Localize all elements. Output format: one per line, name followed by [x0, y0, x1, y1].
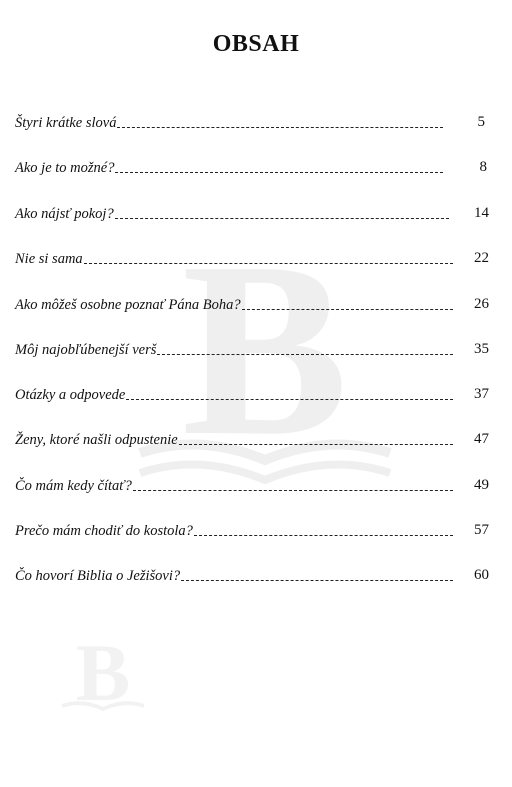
toc-entry-page: 47: [474, 431, 489, 447]
toc-entry-page: 35: [474, 341, 489, 357]
toc-leader-dots: [115, 218, 449, 219]
toc-entry-page: 5: [477, 114, 485, 130]
toc-leader-dots: [133, 490, 453, 491]
page-title: OBSAH: [212, 31, 300, 57]
toc-entry: [15, 473, 489, 495]
toc-entry-title: Prečo mám chodiť do kostola?: [15, 523, 193, 539]
toc-leader-dots: [117, 127, 443, 128]
toc-entry-title: Môj najobľúbenejší verš: [15, 342, 157, 358]
toc-entry: [15, 427, 489, 449]
toc-entry-title: Čo hovorí Biblia o Ježišovi?: [15, 568, 181, 584]
toc-entry: [15, 337, 489, 359]
toc-entry: [15, 563, 489, 585]
toc-entry: [15, 518, 489, 540]
toc-entry: [15, 201, 489, 223]
toc-entry-page: 22: [474, 250, 489, 266]
toc-entry-page: 60: [474, 567, 489, 583]
toc-entry-title: Ako môžeš osobne poznať Pána Boha?: [15, 297, 241, 313]
toc-leader-dots: [194, 535, 453, 536]
toc-entry-title: Ako nájsť pokoj?: [15, 206, 114, 222]
toc-leader-dots: [179, 444, 453, 445]
toc-entry-page: 26: [474, 296, 489, 312]
watermark-letter: B: [181, 228, 349, 488]
toc-leader-dots: [115, 172, 443, 173]
toc-entry: [15, 246, 489, 268]
toc-leader-dots: [181, 580, 453, 581]
toc-entry-title: Ako je to možné?: [15, 160, 115, 176]
toc-entry: [15, 292, 489, 314]
toc-entry: [15, 382, 489, 404]
toc-entry-title: Otázky a odpovede: [15, 387, 126, 403]
toc-entry-title: Štyri krátke slová: [15, 115, 117, 131]
toc-entry: [15, 155, 487, 177]
toc-leader-dots: [84, 263, 453, 264]
watermark-letter-small: B: [75, 632, 131, 718]
toc-entry-title: Nie si sama: [15, 251, 83, 267]
toc-leader-dots: [242, 309, 453, 310]
toc-leader-dots: [157, 354, 453, 355]
toc-entry-page: 49: [474, 477, 489, 493]
toc-leader-dots: [126, 399, 453, 400]
toc-entry-page: 8: [479, 159, 487, 175]
toc-entry-title: Ženy, ktoré našli odpustenie: [15, 432, 178, 448]
toc-entry-page: 57: [474, 522, 489, 538]
toc-entry-title: Čo mám kedy čítať?: [15, 478, 132, 494]
toc-entry-page: 14: [474, 205, 489, 221]
toc-entry: [15, 110, 485, 132]
toc-entry-page: 37: [474, 386, 489, 402]
